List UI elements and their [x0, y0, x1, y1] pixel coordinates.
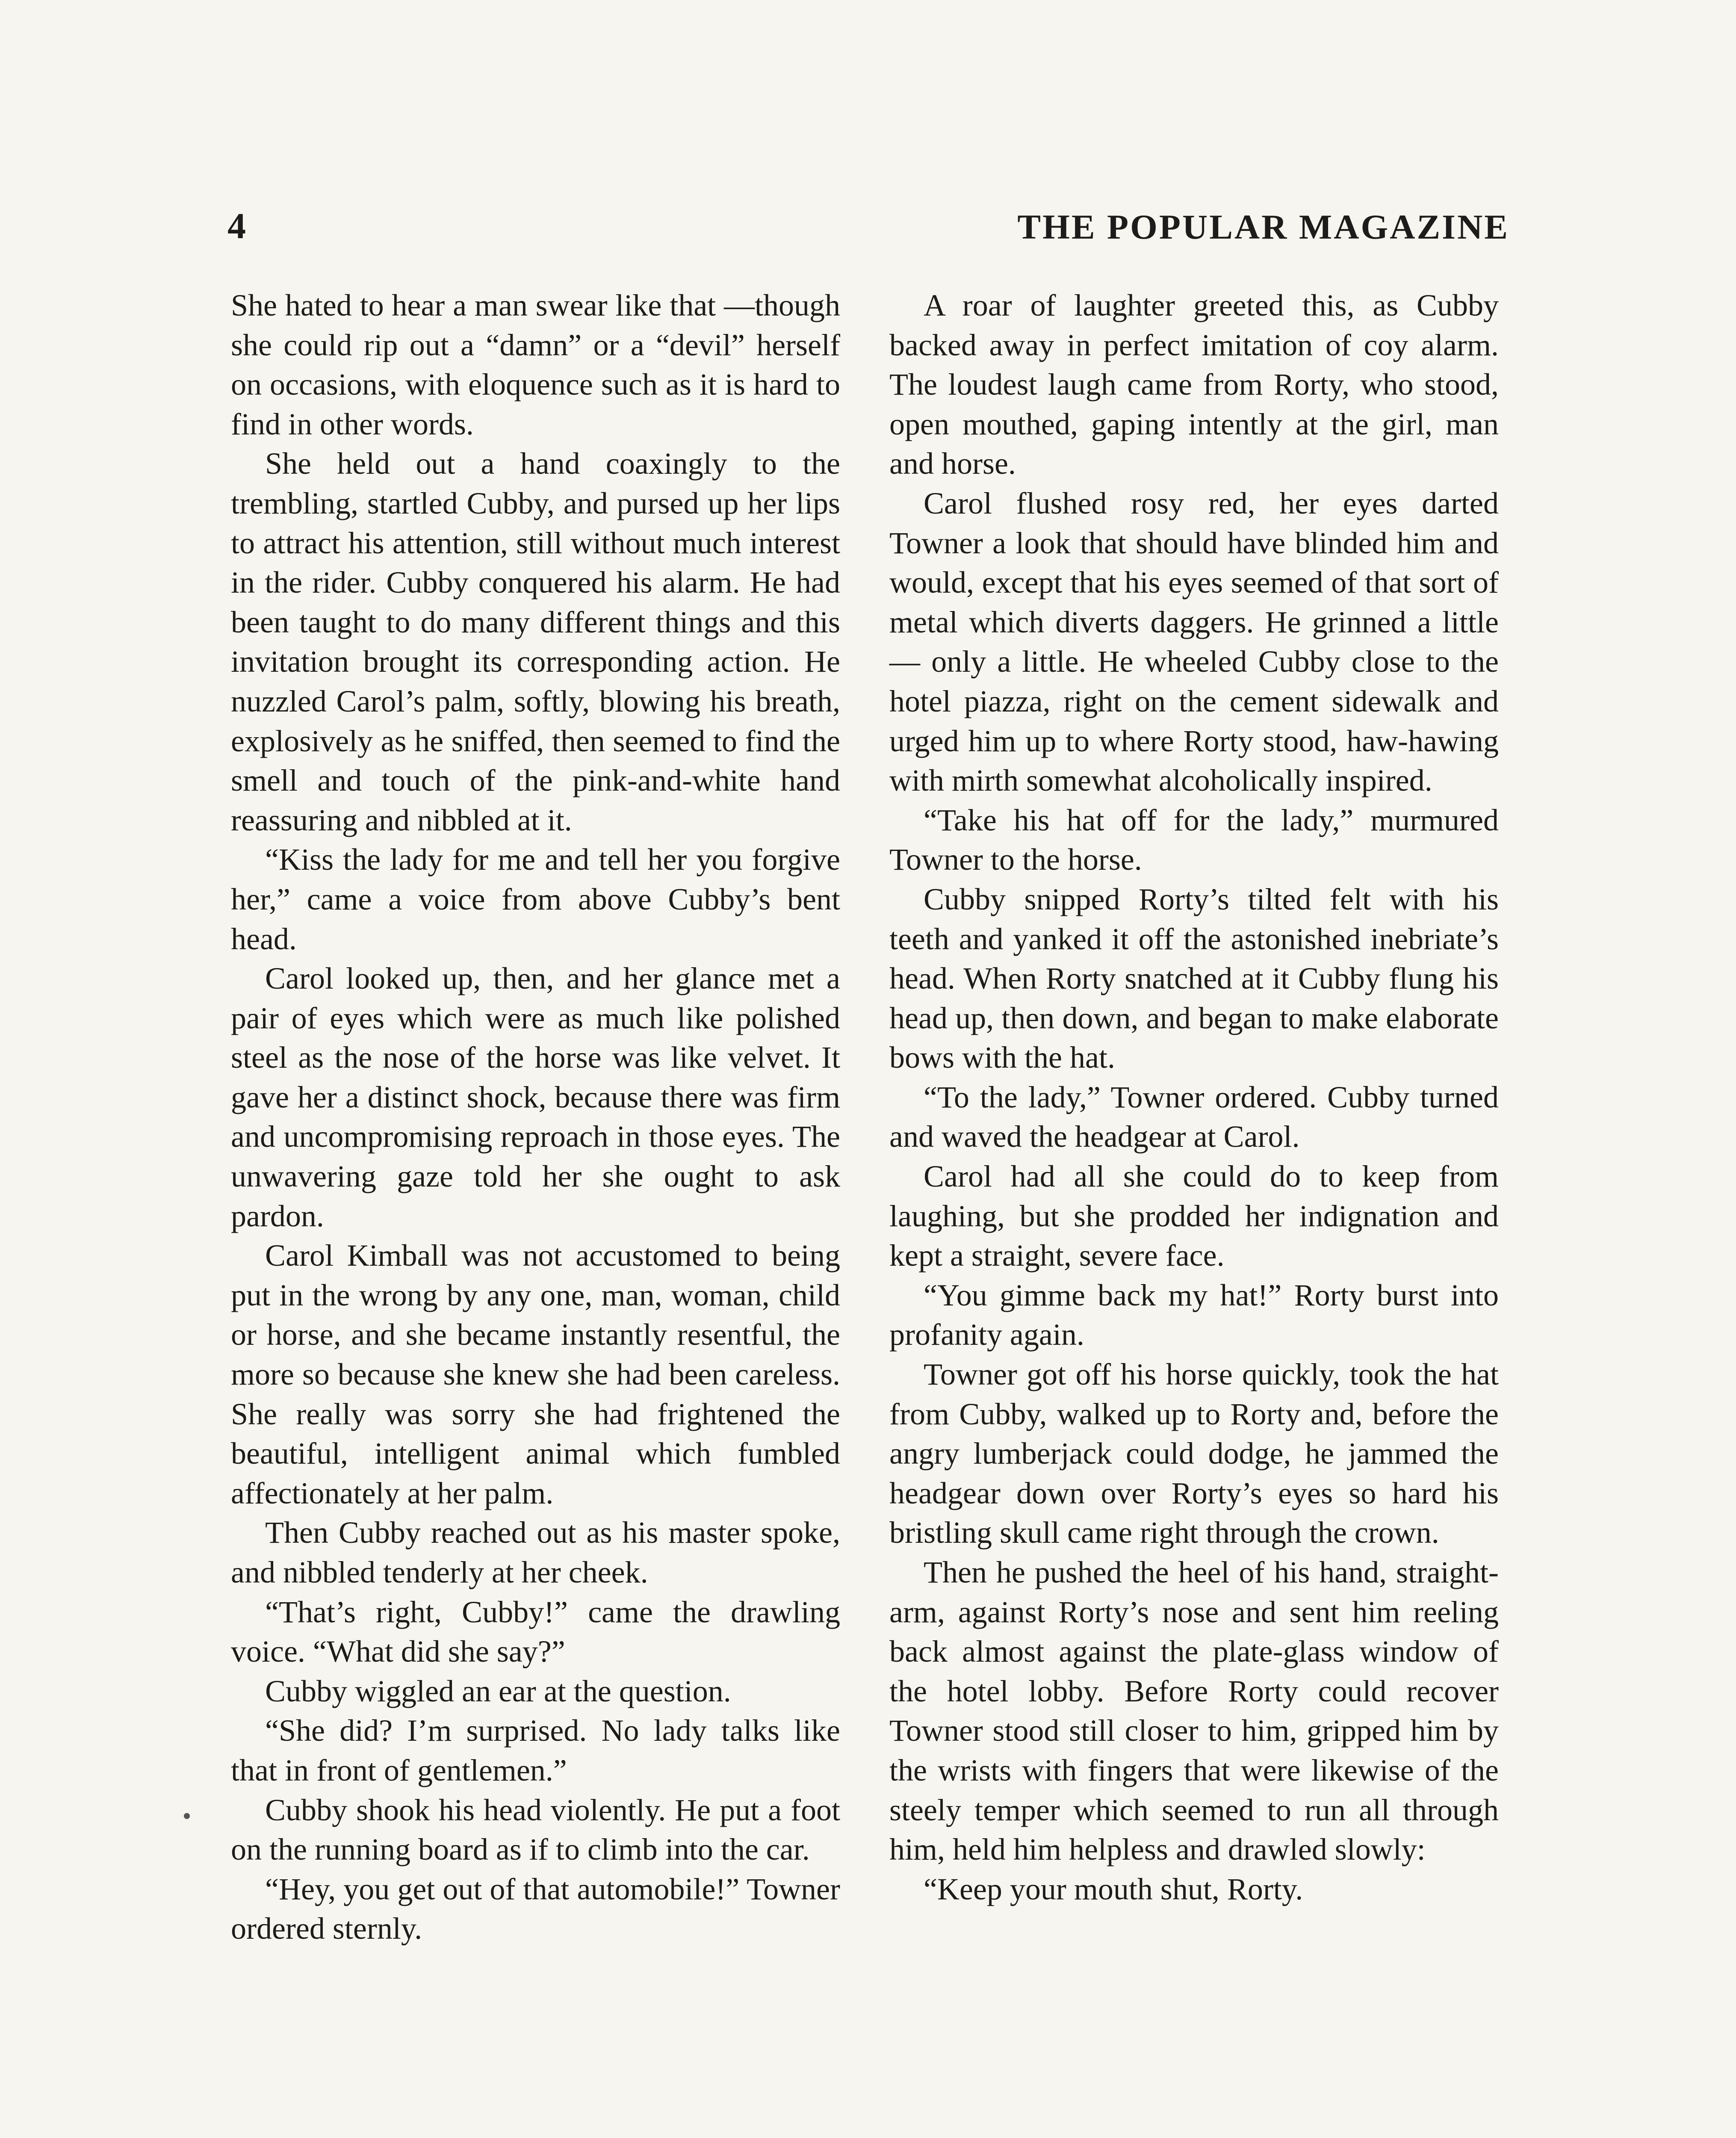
paragraph: “Kiss the lady for me and tell her you forgive her,” came a voice from above Cubby’s bent head. — [231, 842, 840, 956]
paragraph: Then he pushed the heel of his hand, straight-arm, against Rorty’s nose and sent him reeling back almost against the plate-glass window of the hotel lobby. Before Rorty could recover Towner stood still closer to him, gripped him by the wrists with fingers that were likewise of the steely temper which seemed to run all through him, held him helpless and drawled slowly: — [889, 1555, 1499, 1867]
paragraph: “You gimme back my hat!” Rorty burst into profanity again. — [889, 1278, 1499, 1352]
paragraph: She hated to hear a man swear like that —though she could rip out a “damn” or a “devil” herself on occasions, with eloquence such as it is hard to find in other words. — [231, 288, 840, 441]
paragraph: “Keep your mouth shut, Rorty. — [924, 1872, 1303, 1906]
paragraph: “That’s right, Cubby!” came the drawling voice. “What did she say?” — [231, 1595, 840, 1669]
paragraph: She held out a hand coaxingly to the trembling, startled Cubby, and pursed up her lips to attract his attention, still without much interest in the rider. Cubby conquered his alarm. He had been taught to do many different things and this invitation brought its corresponding action. He nuzzled Carol’s palm, softly, blowing his breath, explosively as he sniffed, then seemed to find the smell and touch of the pink-and-white hand reassuring and nibbled at it. — [231, 446, 840, 837]
stray-ink-mark — [184, 1813, 190, 1819]
right-column — [889, 286, 1499, 1909]
paragraph: “Take his hat off for the lady,” murmured Towner to the horse. — [889, 803, 1499, 877]
paragraph: Carol looked up, then, and her glance met a pair of eyes which were as much like polished steel as the nose of the horse was like velvet. It gave her a distinct shock, because there was firm and uncompromising reproach in those eyes. The unwavering gaze told her she ought to ask pardon. — [231, 961, 840, 1233]
paragraph: Carol had all she could do to keep from laughing, but she prodded her indignation and kept a straight, severe face. — [889, 1159, 1499, 1273]
paragraph: Carol flushed rosy red, her eyes darted Towner a look that should have blinded him and would, except that his eyes seemed of that sort of metal which diverts daggers. He grinned a little— only a little. He wheeled Cubby close to the hotel piazza, right on the cement sidewalk and urged him up to where Rorty stood, haw-hawing with mirth somewhat alcoholically inspired. — [889, 486, 1499, 798]
paragraph: Cubby snipped Rorty’s tilted felt with his teeth and yanked it off the astonished inebriate’s head. When Rorty snatched at it Cubby flung his head up, then down, and began to make elaborate bows with the hat. — [889, 882, 1499, 1075]
running-title: THE POPULAR MAGAZINE — [1017, 207, 1509, 246]
paragraph: Cubby shook his head violently. He put a foot on the running board as if to climb into the car. — [231, 1792, 840, 1867]
paragraph: “She did? I’m surprised. No lady talks like that in front of gentlemen.” — [231, 1713, 840, 1787]
paragraph: “To the lady,” Towner ordered. Cubby turned and waved the headgear at Carol. — [889, 1080, 1499, 1154]
paragraph: Then Cubby reached out as his master spoke, and nibbled tenderly at her cheek. — [231, 1515, 840, 1589]
paragraph: A roar of laughter greeted this, as Cubby backed away in perfect imitation of coy alarm. The loudest laugh came from Rorty, who stood, open mouthed, gaping intently at the girl, man and horse. — [889, 288, 1499, 481]
page-number: 4 — [227, 205, 246, 246]
left-column — [231, 286, 840, 1949]
paragraph: “Hey, you get out of that automobile!” Towner ordered sternly. — [231, 1872, 840, 1946]
paragraph: Carol Kimball was not accustomed to being put in the wrong by any one, man, woman, child or horse, and she became instantly resentful, the more so because she knew she had been careless. She really was sorry she had frightened the beautiful, intelligent animal which fumbled affectionately at her palm. — [231, 1238, 840, 1510]
paragraph: Cubby wiggled an ear at the question. — [265, 1674, 731, 1708]
paragraph: Towner got off his horse quickly, took the hat from Cubby, walked up to Rorty and, before the angry lumberjack could dodge, he jammed the headgear down over Rorty’s eyes so hard his bristling skull came right through the crown. — [889, 1357, 1499, 1550]
